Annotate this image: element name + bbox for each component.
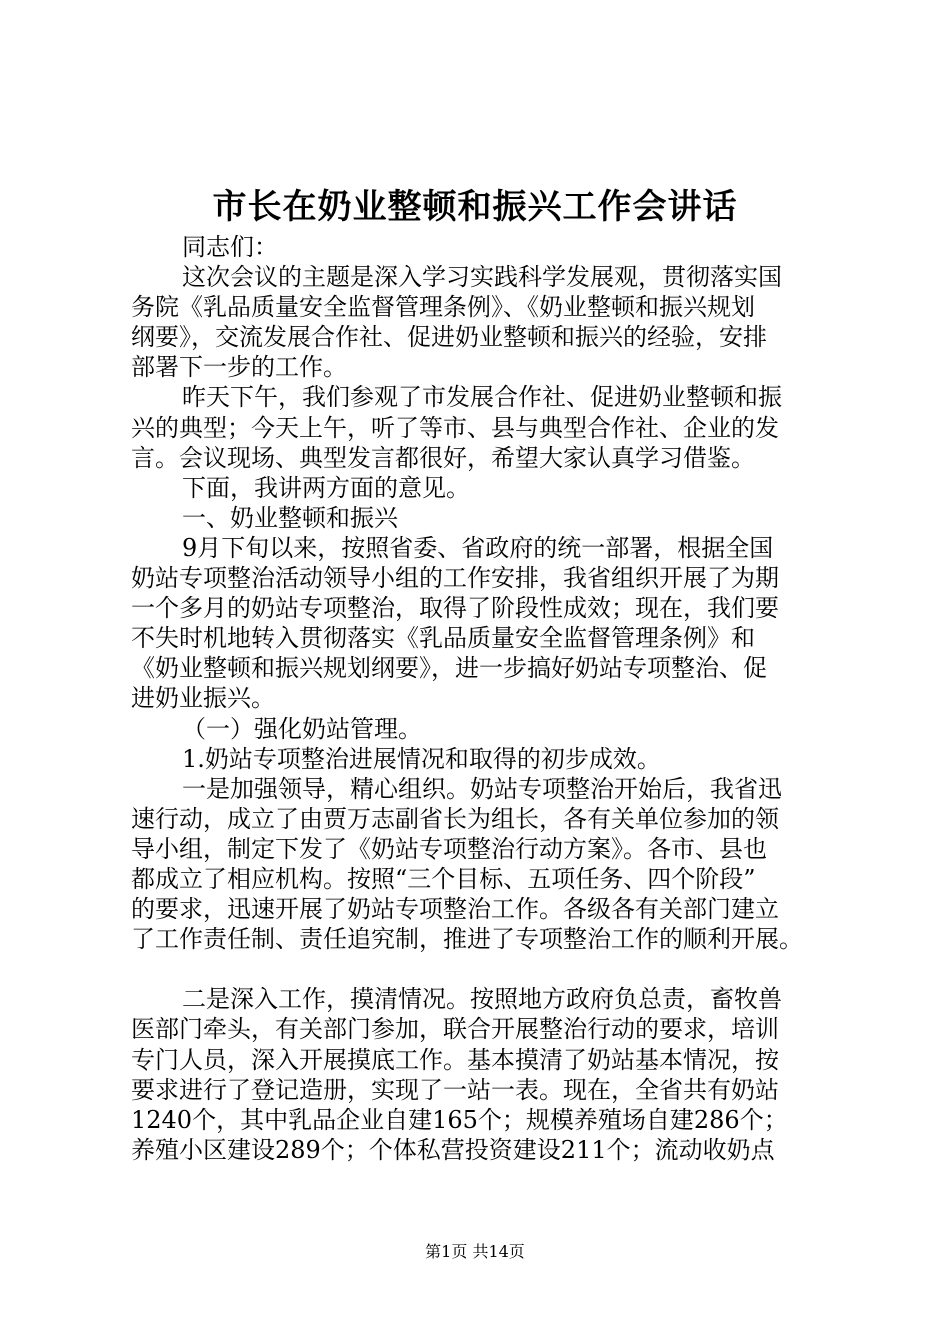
text-line: （一）强化奶站管理。 — [182, 714, 422, 743]
text-line: 纲要》，交流发展合作社、促进奶业整顿和振兴的经验，安排 — [131, 323, 767, 352]
text-line: 同志们： — [182, 233, 278, 261]
text-line: 了工作责任制、责任追究制，推进了专项整治工作的顺利开展。 — [131, 925, 803, 954]
text-line: 言。会议现场、典型发言都很好，希望大家认真学习借鉴。 — [131, 443, 755, 472]
text-line: 二是深入工作，摸清情况。按照地方政府负总责，畜牧兽 — [182, 985, 782, 1014]
text-line: 奶站专项整治活动领导小组的工作安排，我省组织开展了为期 — [131, 564, 779, 593]
page-footer: 第1页 共14页 — [425, 1242, 525, 1261]
text-line: 务院《乳品质量安全监督管理条例》、《奶业整顿和振兴规划 — [131, 293, 755, 322]
text-line: 昨天下午，我们参观了市发展合作社、促进奶业整顿和振 — [182, 383, 782, 412]
text-line: 这次会议的主题是深入学习实践科学发展观，贯彻落实国 — [182, 263, 782, 292]
text-line: 养殖小区建设289个；个体私营投资建设211个；流动收奶点 — [131, 1135, 775, 1164]
text-line: 1.奶站专项整治进展情况和取得的初步成效。 — [182, 744, 661, 773]
text-line: 部署下一步的工作。 — [131, 353, 347, 382]
text-line: 医部门牵头，有关部门参加，联合开展整治行动的要求，培训 — [131, 1015, 779, 1044]
text-line: 的要求，迅速开展了奶站专项整治工作。各级各有关部门建立 — [131, 895, 779, 924]
text-line: 进奶业振兴。 — [131, 684, 275, 713]
text-line: 《奶业整顿和振兴规划纲要》，进一步搞好奶站专项整治、促 — [131, 654, 767, 683]
text-line: 专门人员，深入开展摸底工作。基本摸清了奶站基本情况，按 — [131, 1045, 779, 1074]
text-line: 要求进行了登记造册，实现了一站一表。现在，全省共有奶站 — [131, 1075, 779, 1104]
text-line: 下面，我讲两方面的意见。 — [182, 473, 470, 502]
text-line: 1240个，其中乳品企业自建165个；规模养殖场自建286个； — [131, 1105, 788, 1134]
text-line: 一个多月的奶站专项整治，取得了阶段性成效；现在，我们要 — [131, 594, 779, 623]
text-line: 一是加强领导，精心组织。奶站专项整治开始后，我省迅 — [182, 774, 782, 803]
text-line: 兴的典型；今天上午，听了等市、县与典型合作社、企业的发 — [131, 413, 779, 442]
document-title: 市长在奶业整顿和振兴工作会讲话 — [212, 187, 738, 227]
text-line: 速行动，成立了由贾万志副省长为组长，各有关单位参加的领 — [131, 804, 779, 833]
document-body — [131, 232, 831, 1165]
text-line: 都成立了相应机构。按照“三个目标、五项任务、四个阶段” — [131, 864, 756, 893]
text-line: 9月下旬以来，按照省委、省政府的统一部署，根据全国 — [182, 533, 774, 562]
paragraph-spacer — [131, 954, 831, 984]
text-line: 不失时机地转入贯彻落实《乳品质量安全监督管理条例》和 — [131, 624, 755, 653]
text-line: 一、奶业整顿和振兴 — [182, 503, 398, 532]
text-line: 导小组，制定下发了《奶站专项整治行动方案》。各市、县也 — [131, 834, 767, 863]
